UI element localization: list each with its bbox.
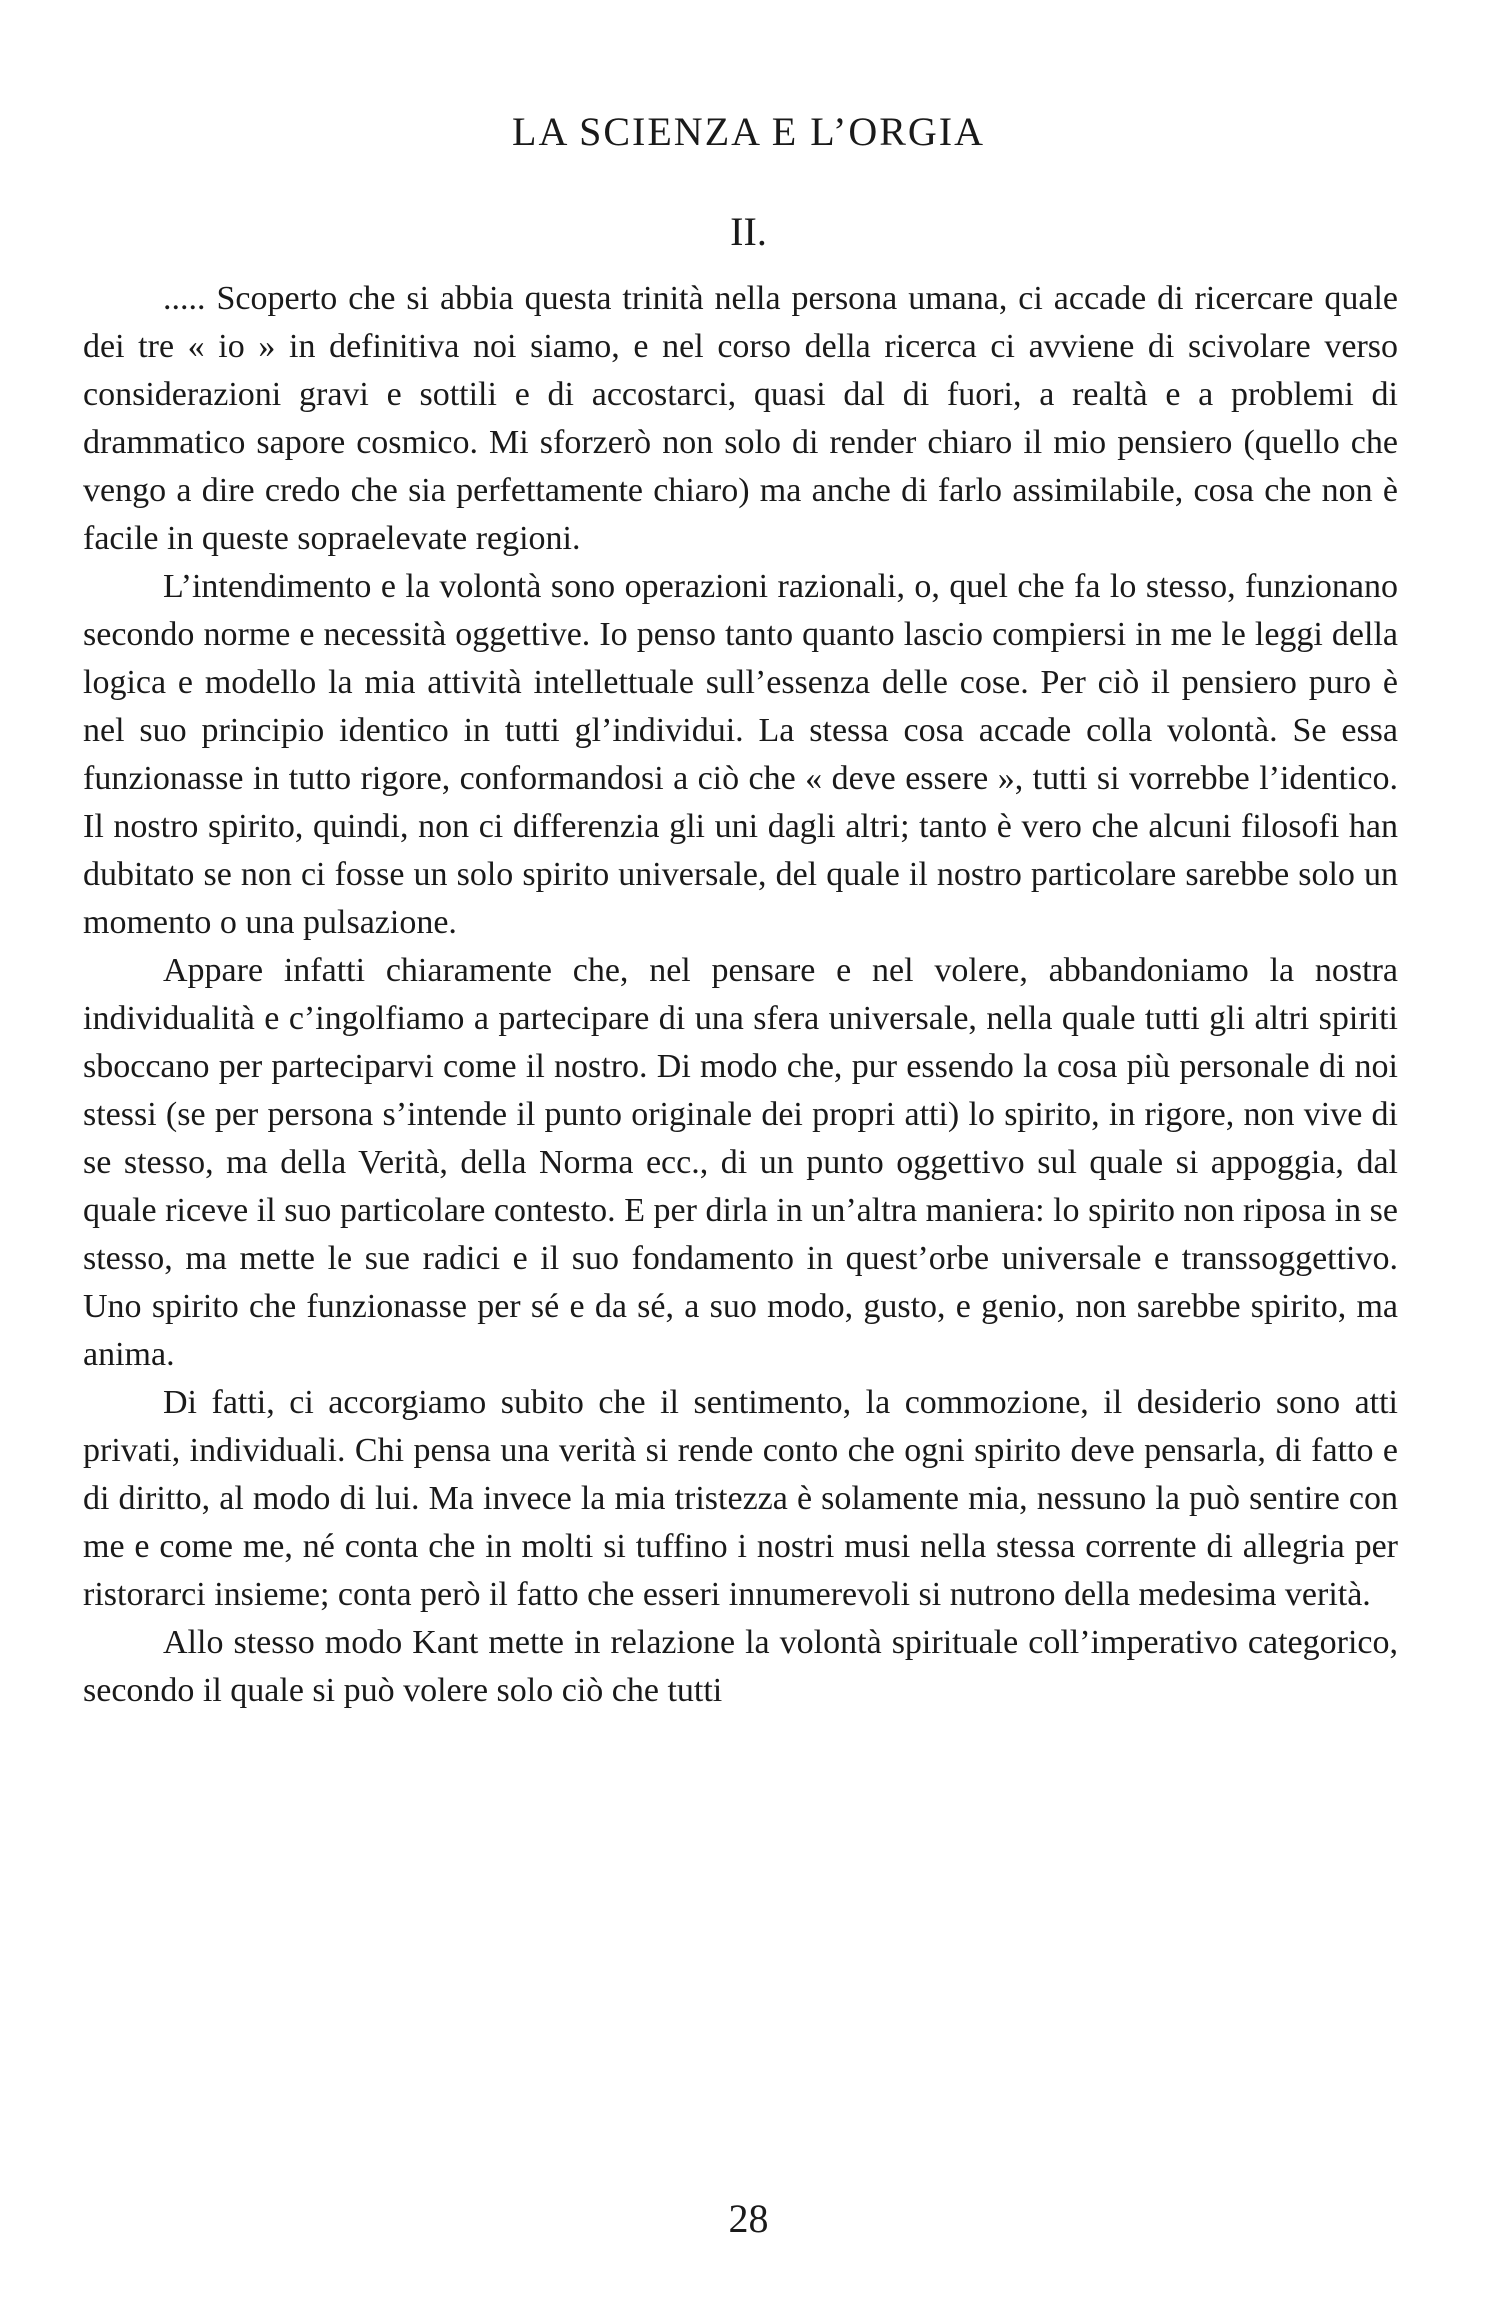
paragraph-3: Appare infatti chiaramente che, nel pensare e nel volere, abbandoniamo la nostra individualità e c’ingolfiamo a partecipare di una sfera universale, nella quale tutti gli altri spiriti sboccano per parteciparvi come il nostro. Di modo che, pur essendo la cosa più personale di noi stessi (se per persona s’intende il punto originale dei propri atti) lo spirito, in rigore, non vive di se stesso, ma della Verità, della Norma ecc., di un punto oggettivo sul quale si appoggia, dal quale riceve il suo particolare contesto. E per dirla in un’altra maniera: lo spirito non riposa in se stesso, ma mette le sue radici e il suo fondamento in quest’orbe universale e transsoggettivo. Uno spirito che funzionasse per sé e da sé, a suo modo, gusto, e genio, non sarebbe spirito, ma anima. xyxy=(83,952,1398,1373)
page-number: 28 xyxy=(728,2196,769,2241)
paragraph-4: Di fatti, ci accorgiamo subito che il sentimento, la commozione, il desiderio sono atti privati, individuali. Chi pensa una verità si rende conto che ogni spirito deve pensarla, di fatto e di diritto, al modo di lui. Ma invece la mia tristezza è solamente mia, nessuno la può sentire con me e come me, né conta che in molti si tuffino i nostri musi nella stessa corrente di allegria per ristorarci insieme; conta però il fatto che esseri innumerevoli si nutrono della medesima verità. xyxy=(83,1384,1398,1613)
paragraph-1: ..... Scoperto che si abbia questa trinità nella persona umana, ci accade di ricercare quale dei tre « io » in definitiva noi siamo, e nel corso della ricerca ci avviene di scivolare verso considerazioni gravi e sottili e di accostarci, quasi dal di fuori, a realtà e a problemi di drammatico sapore cosmico. Mi sforzerò non solo di render chiaro il mio pensiero (quello che vengo a dire credo che sia perfettamente chiaro) ma anche di farlo assimilabile, cosa che non è facile in queste sopraelevate regioni. xyxy=(83,280,1398,557)
running-title: LA SCIENZA E L’ORGIA xyxy=(512,109,985,154)
section-number: II. xyxy=(730,209,767,254)
body-text xyxy=(83,275,1398,1715)
paragraph-5: Allo stesso modo Kant mette in relazione la volontà spirituale coll’imperativo categorico, secondo il quale si può volere solo ciò che tutti xyxy=(83,1624,1398,1709)
paragraph-2: L’intendimento e la volontà sono operazioni razionali, o, quel che fa lo stesso, funzionano secondo norme e necessità oggettive. Io penso tanto quanto lascio compiersi in me le leggi della logica e modello la mia attività intellettuale sull’essenza delle cose. Per ciò il pensiero puro è nel suo principio identico in tutti gl’individui. La stessa cosa accade colla volontà. Se essa funzionasse in tutto rigore, conformandosi a ciò che « deve essere », tutti si vorrebbe l’identico. Il nostro spirito, quindi, non ci differenzia gli uni dagli altri; tanto è vero che alcuni filosofi han dubitato se non ci fosse un solo spirito universale, del quale il nostro particolare sarebbe solo un momento o una pulsazione. xyxy=(83,568,1398,941)
